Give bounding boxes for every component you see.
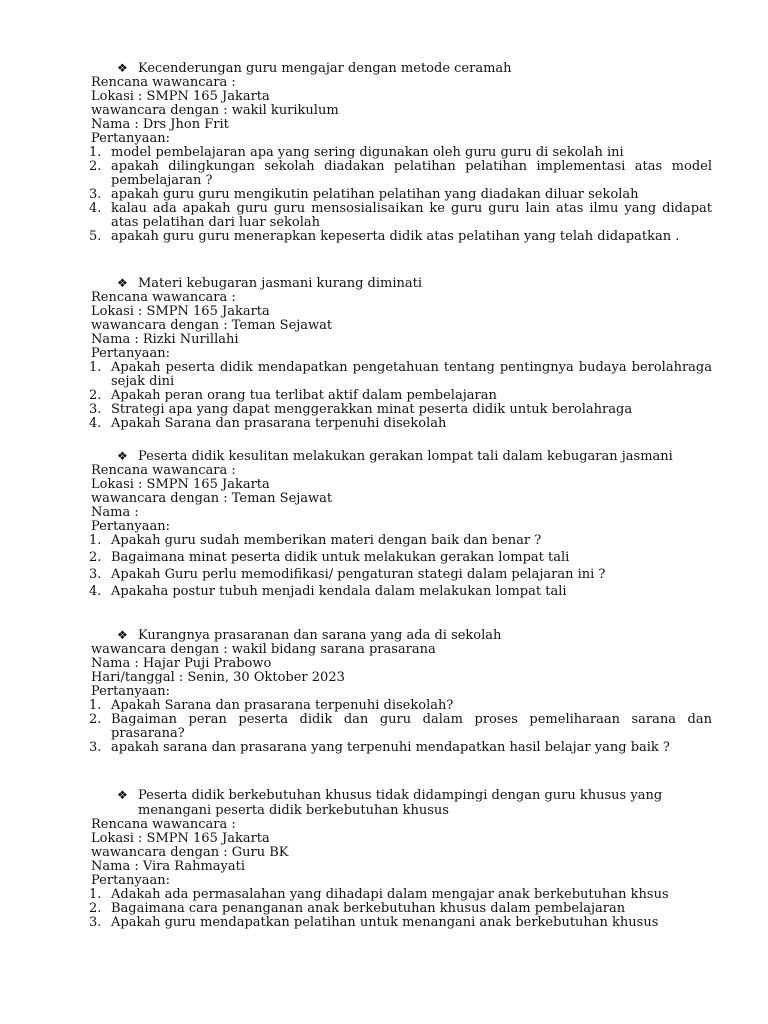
- section-heading: ❖ Peserta didik berkebutuhan khusus tidak didampingi dengan guru khusus yang menangani peserta didik berkebutuhan khusus: [117, 788, 663, 818]
- list-item: 3. apakah sarana dan prasarana yang terpenuhi mendapatkan hasil belajar yang baik ?: [89, 740, 670, 755]
- location-line: Lokasi : SMPN 165 Jakarta: [91, 89, 270, 104]
- interview-plan-label: Rencana wawancara :: [91, 75, 236, 90]
- interviewee-role-line: wawancara dengan : wakil bidang sarana prasarana: [91, 642, 436, 657]
- questions-label: Pertanyaan:: [91, 346, 171, 361]
- questions-label: Pertanyaan:: [91, 519, 171, 534]
- interviewee-role-line: wawancara dengan : Guru BK: [91, 845, 289, 860]
- questions-label: Pertanyaan:: [91, 873, 171, 888]
- list-item: 2. Bagaiman peran peserta didik dan guru dalam proses pemeliharaan sarana dan prasarana?: [89, 712, 712, 741]
- interview-section-4: [0, 628, 768, 755]
- date-line: Hari/tanggal : Senin, 30 Oktober 2023: [91, 670, 345, 685]
- list-item: 5. apakah guru guru menerapkan kepeserta didik atas pelatihan yang telah didapatkan .: [89, 229, 680, 244]
- list-item: 4. kalau ada apakah guru guru mensosialisaikan ke guru guru lain atas ilmu yang didapat atas pelatihan dari luar sekolah: [89, 201, 712, 230]
- interviewee-role-line: wawancara dengan : Teman Sejawat: [91, 318, 333, 333]
- list-item: 2. Bagaimana minat peserta didik untuk melakukan gerakan lompat tali: [89, 550, 570, 565]
- diamond-bullet-icon: ❖: [117, 788, 128, 802]
- interviewee-role-line: wawancara dengan : wakil kurikulum: [91, 103, 339, 118]
- list-item: 3. Strategi apa yang dapat menggerakkan minat peserta didik untuk berolahraga: [89, 402, 633, 417]
- list-item: 1. model pembelajaran apa yang sering digunakan oleh guru guru di sekolah ini: [89, 145, 624, 160]
- questions-label: Pertanyaan:: [91, 684, 171, 699]
- list-item: 1. Apakah peserta didik mendapatkan pengetahuan tentang pentingnya budaya berolahraga sejak dini: [89, 360, 712, 389]
- list-item: 4. Apakaha postur tubuh menjadi kendala dalam melakukan lompat tali: [89, 584, 567, 599]
- location-line: Lokasi : SMPN 165 Jakarta: [91, 304, 270, 319]
- list-item: 1. Apakah Sarana dan prasarana terpenuhi disekolah?: [89, 698, 454, 713]
- question-list: [89, 361, 712, 431]
- diamond-bullet-icon: ❖: [117, 449, 128, 463]
- interview-plan-label: Rencana wawancara :: [91, 290, 236, 305]
- section-heading: ❖ Kurangnya prasaranan dan sarana yang ada di sekolah: [117, 628, 502, 643]
- name-line: Nama : Hajar Puji Prabowo: [91, 656, 272, 671]
- question-list: [89, 888, 712, 930]
- list-item: 3. apakah guru guru mengikutin pelatihan pelatihan yang diadakan diluar sekolah: [89, 187, 639, 202]
- name-line: Nama :: [91, 505, 139, 520]
- list-item: 3. Apakah guru mendapatkan pelatihan untuk menangani anak berkebutuhan khusus: [89, 915, 659, 930]
- list-item: 4. Apakah Sarana dan prasarana terpenuhi disekolah: [89, 416, 447, 431]
- question-list: [89, 534, 712, 599]
- list-item: 1. Apakah guru sudah memberikan materi dengan baik dan benar ?: [89, 533, 542, 548]
- question-list: [89, 699, 712, 755]
- interview-section-3: [0, 449, 768, 602]
- interview-plan-label: Rencana wawancara :: [91, 463, 236, 478]
- list-item: 2. Apakah peran orang tua terlibat aktif dalam pembelajaran: [89, 388, 497, 403]
- name-line: Nama : Drs Jhon Frit: [91, 117, 229, 132]
- section-heading: ❖ Peserta didik kesulitan melakukan gerakan lompat tali dalam kebugaran jasmani: [117, 449, 673, 464]
- section-heading: ❖ Materi kebugaran jasmani kurang diminati: [117, 276, 422, 291]
- name-line: Nama : Rizki Nurillahi: [91, 332, 239, 347]
- list-item: 2. Bagaimana cara penanganan anak berkebutuhan khusus dalam pembelajaran: [89, 901, 626, 916]
- name-line: Nama : Vira Rahmayati: [91, 859, 246, 874]
- section-heading: ❖ Kecenderungan guru mengajar dengan metode ceramah: [117, 61, 512, 76]
- interview-section-2: [0, 276, 768, 431]
- questions-label: Pertanyaan:: [91, 131, 171, 146]
- interview-section-5: [0, 788, 768, 930]
- list-item: 1. Adakah ada permasalahan yang dihadapi dalam mengajar anak berkebutuhan khsus: [89, 887, 669, 902]
- interviewee-role-line: wawancara dengan : Teman Sejawat: [91, 491, 333, 506]
- diamond-bullet-icon: ❖: [117, 628, 128, 642]
- question-list: [89, 146, 712, 244]
- location-line: Lokasi : SMPN 165 Jakarta: [91, 477, 270, 492]
- interview-section-1: [0, 61, 768, 244]
- diamond-bullet-icon: ❖: [117, 276, 128, 290]
- location-line: Lokasi : SMPN 165 Jakarta: [91, 831, 270, 846]
- list-item: 3. Apakah Guru perlu memodifikasi/ pengaturan stategi dalam pelajaran ini ?: [89, 567, 606, 582]
- list-item: 2. apakah dilingkungan sekolah diadakan pelatihan pelatihan implementasi atas model pembelajaran ?: [89, 159, 712, 188]
- diamond-bullet-icon: ❖: [117, 61, 128, 75]
- interview-plan-label: Rencana wawancara :: [91, 817, 236, 832]
